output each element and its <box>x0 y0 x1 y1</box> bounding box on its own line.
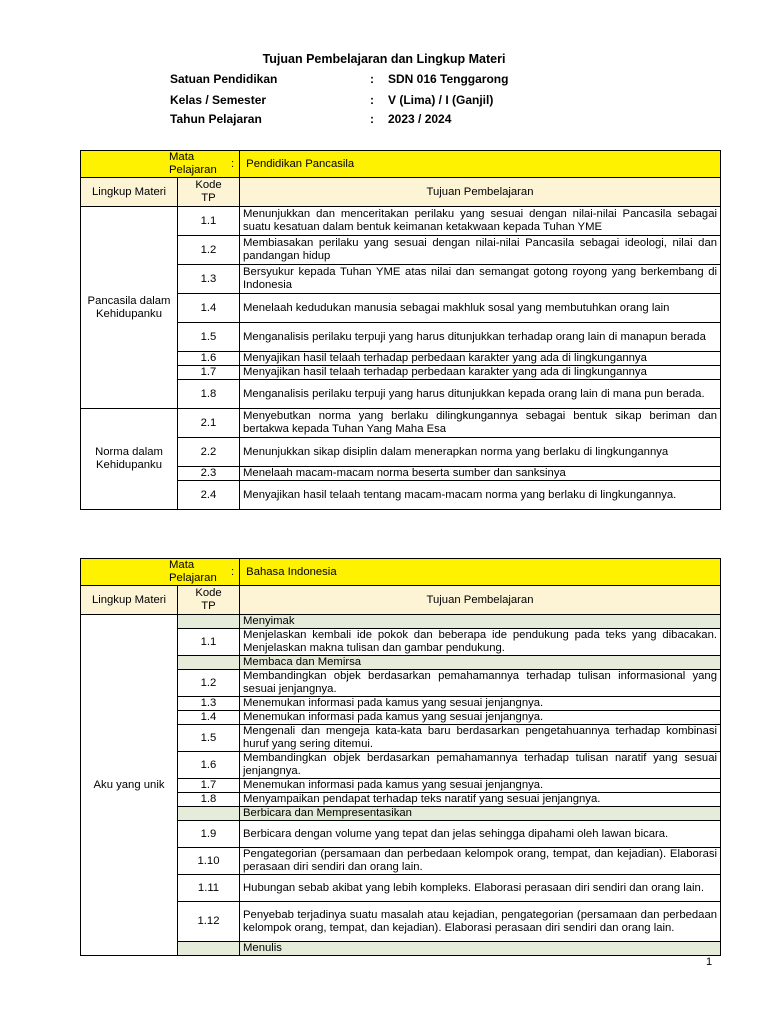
tp-text: Menemukan informasi pada kamus yang sesuai jenjangnya. <box>240 779 721 793</box>
subject-colon: : <box>231 157 235 170</box>
tp-text: Menemukan informasi pada kamus yang sesuai jenjangnya. <box>240 697 721 711</box>
meta-colon: : <box>370 112 374 126</box>
subject-row <box>81 151 721 178</box>
document-title: Tujuan Pembelajaran dan Lingkup Materi <box>262 52 506 66</box>
tp-text: Menyajikan hasil telaah terhadap perbedaan karakter yang ada di lingkungannya <box>240 352 721 366</box>
header-kode: Kode TP <box>178 178 240 207</box>
tp-code <box>178 807 240 821</box>
meta-colon: : <box>370 93 374 107</box>
table-bahasa-indonesia <box>80 558 721 956</box>
header-lingkup: Lingkup Materi <box>81 178 178 207</box>
tp-code: 1.11 <box>178 875 240 902</box>
meta-value: SDN 016 Tenggarong <box>388 72 509 86</box>
meta-key: Tahun Pelajaran <box>170 112 262 126</box>
header-row <box>81 178 721 207</box>
subject-value: : Bahasa Indonesia <box>240 559 721 586</box>
table-row <box>81 409 721 438</box>
tp-code: 1.1 <box>178 629 240 656</box>
tp-text: Hubungan sebab akibat yang lebih kompleks. Elaborasi perasaan diri sendiri dan orang lain. <box>240 875 721 902</box>
tp-text: Penyebab terjadinya suatu masalah atau kejadian, pengategorian (persamaan dan perbedaan kelompok orang, tempat, dan kejadian). Elaborasi perasaan diri sendiri dan orang lain. <box>240 902 721 942</box>
tp-text: Membandingkan objek berdasarkan pemahamannya terhadap tulisan naratif yang sesuai jenjangnya. <box>240 752 721 779</box>
tp-code: 1.1 <box>178 207 240 236</box>
meta-colon: : <box>370 72 374 86</box>
section-label: Membaca dan Memirsa <box>240 656 721 670</box>
tp-code <box>178 942 240 956</box>
tp-code: 1.6 <box>178 752 240 779</box>
section-label: Menulis <box>240 942 721 956</box>
tp-code: 1.4 <box>178 711 240 725</box>
tp-code: 1.8 <box>178 793 240 807</box>
meta-value: V (Lima) / I (Ganjil) <box>388 93 494 107</box>
tp-code: 1.9 <box>178 821 240 848</box>
tp-text: Menunjukkan sikap disiplin dalam menerapkan norma yang berlaku di lingkungannya <box>240 438 721 467</box>
section-label: Menyimak <box>240 615 721 629</box>
lingkup-cell: Aku yang unik <box>81 615 178 956</box>
tp-code: 2.3 <box>178 467 240 481</box>
tp-text: Menjelaskan kembali ide pokok dan beberapa ide pendukung pada teks yang dibacakan. Menjelaskan makna tulisan dan gambar pendukung. <box>240 629 721 656</box>
tp-code: 1.10 <box>178 848 240 875</box>
meta-key: Satuan Pendidikan <box>170 72 278 86</box>
tp-code: 1.2 <box>178 236 240 265</box>
tp-code: 2.2 <box>178 438 240 467</box>
tp-text: Menelaah kedudukan manusia sebagai makhluk sosal yang membutuhkan orang lain <box>240 294 721 323</box>
subject-label: Mata Pelajaran <box>81 559 240 586</box>
meta-value: 2023 / 2024 <box>388 112 452 126</box>
section-row <box>81 615 721 629</box>
tp-text: Berbicara dengan volume yang tepat dan jelas sehingga dipahami oleh lawan bicara. <box>240 821 721 848</box>
tp-text: Menganalisis perilaku terpuji yang harus ditunjukkan kepada orang lain di mana pun berada. <box>240 380 721 409</box>
tp-code <box>178 615 240 629</box>
header-row <box>81 586 721 615</box>
section-label: Berbicara dan Mempresentasikan <box>240 807 721 821</box>
tp-text: Menyebutkan norma yang berlaku dilingkungannya sebagai bentuk sikap beriman dan bertakwa kepada Tuhan Yang Maha Esa <box>240 409 721 438</box>
tp-text: Menemukan informasi pada kamus yang sesuai jenjangnya. <box>240 711 721 725</box>
tp-code: 2.1 <box>178 409 240 438</box>
tp-code: 2.4 <box>178 481 240 510</box>
tp-text: Mengenali dan mengeja kata-kata baru berdasarkan pengetahuannya terhadap kombinasi huruf yang sering ditemui. <box>240 725 721 752</box>
tp-code: 1.3 <box>178 697 240 711</box>
tp-text: Bersyukur kepada Tuhan YME atas nilai dan semangat gotong royong yang berkembang di Indonesia <box>240 265 721 294</box>
subject-colon: : <box>231 565 235 578</box>
tp-code: 1.7 <box>178 779 240 793</box>
lingkup-cell: Pancasila dalam Kehidupanku <box>81 207 178 409</box>
lingkup-cell: Norma dalam Kehidupanku <box>81 409 178 510</box>
tp-text: Menunjukkan dan menceritakan perilaku yang sesuai dengan nilai-nilai Pancasila sebagai suatu kesatuan dalam bentuk keimanan ketakwaan kepada Tuhan YME <box>240 207 721 236</box>
tp-code: 1.8 <box>178 380 240 409</box>
tp-text: Pengategorian (persamaan dan perbedaan kelompok orang, tempat, dan kejadian). Elaborasi perasaan diri sendiri dan orang lain. <box>240 848 721 875</box>
tp-code <box>178 656 240 670</box>
table-row <box>81 207 721 236</box>
header-lingkup: Lingkup Materi <box>81 586 178 615</box>
tp-text: Membandingkan objek berdasarkan pemahamannya terhadap tulisan informasional yang sesuai jenjangnya. <box>240 670 721 697</box>
tp-code: 1.2 <box>178 670 240 697</box>
tp-text: Menyampaikan pendapat terhadap teks naratif yang sesuai jenjangnya. <box>240 793 721 807</box>
tp-code: 1.6 <box>178 352 240 366</box>
subject-value: : Pendidikan Pancasila <box>240 151 721 178</box>
header-tujuan: Tujuan Pembelajaran <box>240 178 721 207</box>
tp-text: Menyajikan hasil telaah tentang macam-macam norma yang berlaku di lingkungannya. <box>240 481 721 510</box>
header-kode: Kode TP <box>178 586 240 615</box>
tp-code: 1.5 <box>178 323 240 352</box>
subject-row <box>81 559 721 586</box>
tp-text: Menganalisis perilaku terpuji yang harus ditunjukkan terhadap orang lain di manapun berada <box>240 323 721 352</box>
table-pendidikan-pancasila <box>80 150 721 510</box>
page-number: 1 <box>706 956 713 968</box>
tp-code: 1.4 <box>178 294 240 323</box>
meta-key: Kelas / Semester <box>170 93 267 107</box>
subject-label: Mata Pelajaran <box>81 151 240 178</box>
header-tujuan: Tujuan Pembelajaran <box>240 586 721 615</box>
tp-text: Menyajikan hasil telaah terhadap perbedaan karakter yang ada di lingkungannya <box>240 366 721 380</box>
tp-code: 1.12 <box>178 902 240 942</box>
tp-code: 1.3 <box>178 265 240 294</box>
tp-text: Menelaah macam-macam norma beserta sumber dan sanksinya <box>240 467 721 481</box>
tp-code: 1.7 <box>178 366 240 380</box>
tp-text: Membiasakan perilaku yang sesuai dengan nilai-nilai Pancasila sebagai ideologi, nilai dan pandangan hidup <box>240 236 721 265</box>
tp-code: 1.5 <box>178 725 240 752</box>
